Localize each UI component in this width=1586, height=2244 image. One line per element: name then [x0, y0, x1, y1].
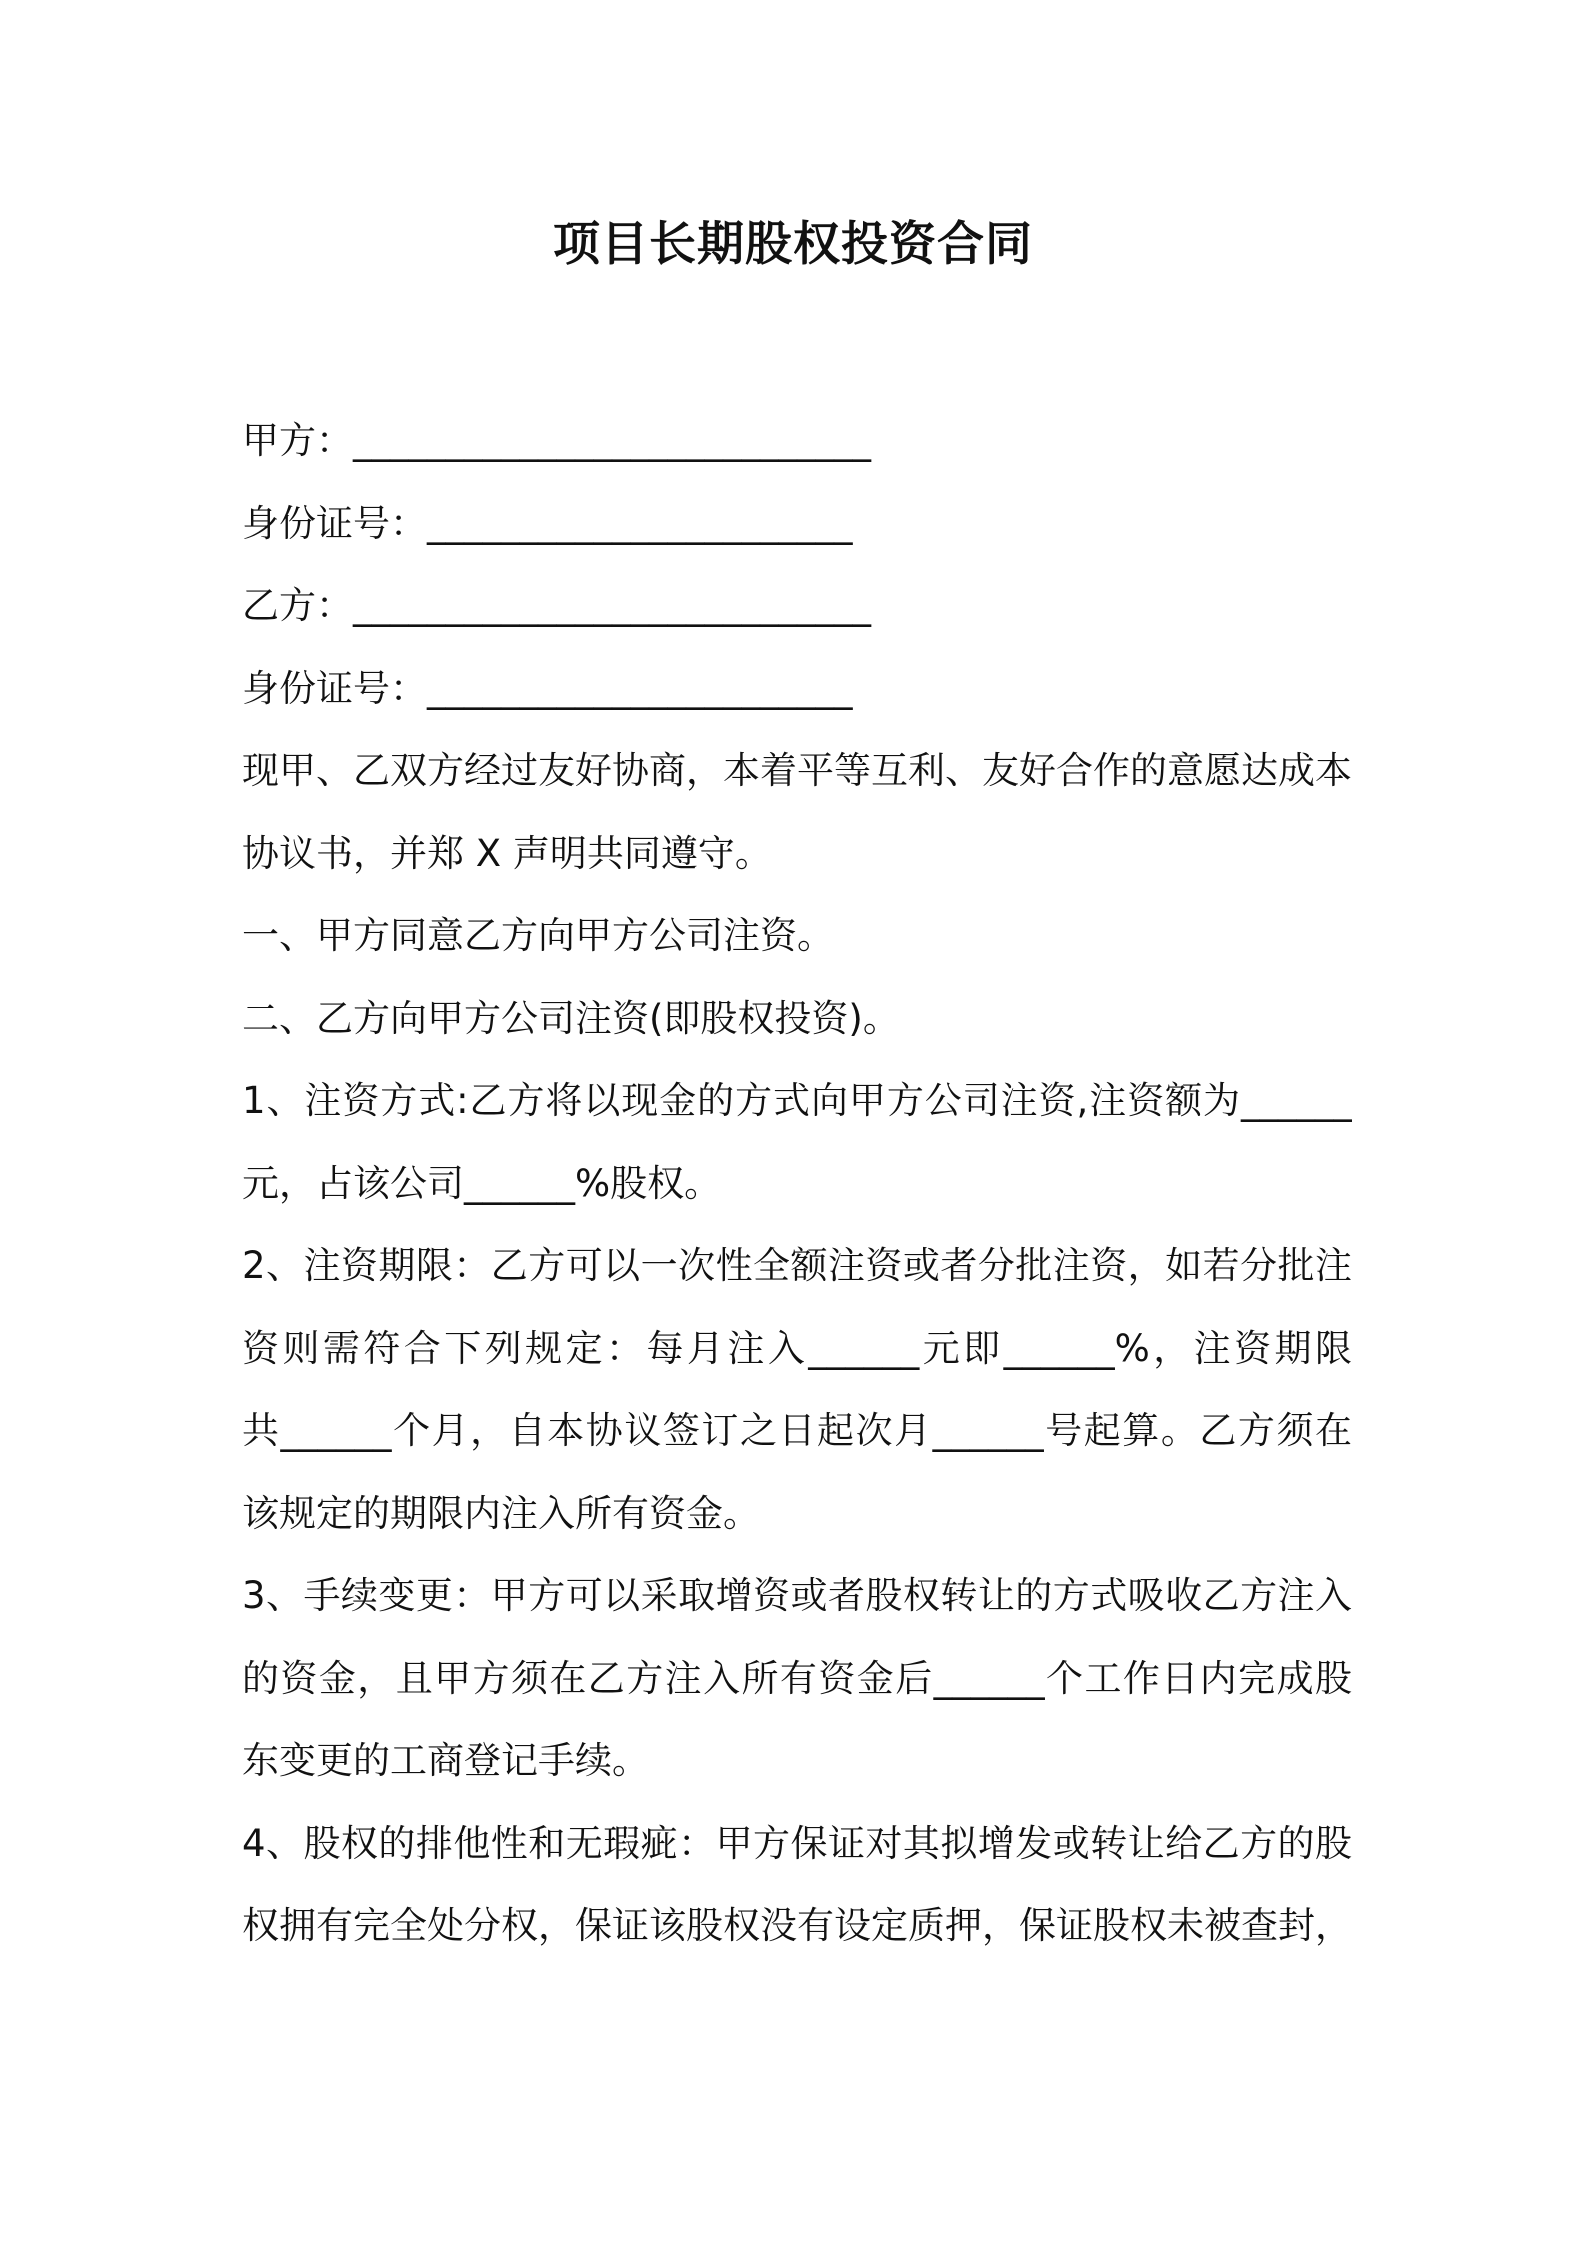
- item-2-line-4: 该规定的期限内注入所有资金。: [242, 1491, 760, 1535]
- document-body: [242, 400, 1352, 1968]
- party-b-id-line: 身份证号：_______________________: [242, 666, 853, 710]
- party-b-line: 乙方：____________________________: [242, 584, 871, 627]
- item-3-line-2: 的资金，且甲方须在乙方注入所有资金后______个工作日内完成股: [242, 1656, 1352, 1700]
- item-1-line-1: 1、注资方式:乙方将以现金的方式向甲方公司注资,注资额为______: [242, 1079, 1352, 1122]
- document-title: 项目长期股权投资合同: [553, 217, 1033, 272]
- item-2-line-1: 2、注资期限：乙方可以一次性全额注资或者分批注资，如若分批注: [242, 1244, 1352, 1287]
- item-3-line-1: 3、手续变更：甲方可以采取增资或者股权转让的方式吸收乙方注入: [242, 1574, 1352, 1617]
- item-3-line-3: 东变更的工商登记手续。: [242, 1739, 649, 1782]
- clause-1-heading: 一、甲方同意乙方向甲方公司注资。: [242, 914, 834, 957]
- item-1-line-2: 元，占该公司______%股权。: [242, 1161, 722, 1205]
- clause-2-heading: 二、乙方向甲方公司注资(即股权投资)。: [242, 996, 900, 1040]
- item-4-line-2: 权拥有完全处分权，保证该股权没有设定质押，保证股权未被查封，: [242, 1904, 1352, 1947]
- party-a-line: 甲方：____________________________: [242, 419, 871, 462]
- item-4-line-1: 4、股权的排他性和无瑕疵：甲方保证对其拟增发或转让给乙方的股: [242, 1821, 1352, 1865]
- item-2-line-3: 共______个月，自本协议签订之日起次月______号起算。乙方须在: [242, 1409, 1352, 1452]
- preamble-line-1: 现甲、乙双方经过友好协商，本着平等互利、友好合作的意愿达成本: [242, 749, 1352, 792]
- party-a-id-line: 身份证号：_______________________: [242, 501, 853, 545]
- item-2-line-2: 资则需符合下列规定：每月注入______元即______%，注资期限: [242, 1326, 1352, 1370]
- preamble-line-2: 协议书，并郑 X 声明共同遵守。: [242, 831, 772, 875]
